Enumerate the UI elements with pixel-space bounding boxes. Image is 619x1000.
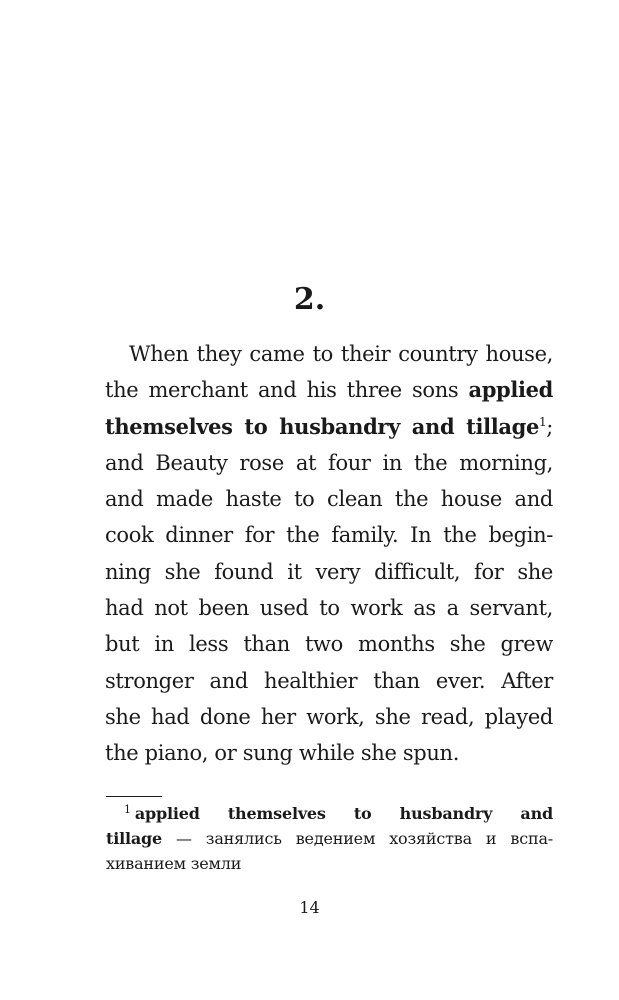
- footnote-line: [106, 826, 553, 851]
- text-segment: the merchant and his three sons: [105, 378, 469, 403]
- footnote-line: хиванием земли: [106, 854, 242, 873]
- footnote-marker: 1: [124, 802, 131, 816]
- text-line: [105, 409, 553, 445]
- bold-term: applied: [468, 377, 553, 403]
- footnote-translation: — занялись ведением хозяйства и вспа-: [161, 829, 553, 848]
- footnote: [106, 801, 553, 876]
- body-paragraph: [105, 336, 553, 772]
- footnote-reference[interactable]: 1: [538, 414, 547, 429]
- text-line: [105, 372, 553, 408]
- text-line: ning she found it very difficult, for she: [105, 559, 553, 584]
- text-line: but in less than two months she grew: [105, 632, 553, 657]
- text-line: the piano, or sung while she spun.: [105, 741, 460, 766]
- text-line: When they came to their country house,: [129, 342, 553, 366]
- footnote-divider: [106, 796, 162, 797]
- chapter-number: 2.: [293, 282, 326, 317]
- footnote-line: [106, 801, 553, 826]
- text-line: had not been used to work as a servant,: [105, 596, 553, 621]
- text-line: stronger and healthier than ever. After: [105, 668, 553, 693]
- text-segment: ;: [546, 414, 553, 439]
- page-number: 14: [299, 898, 320, 917]
- footnote-term: tillage: [106, 829, 162, 848]
- text-line: and made haste to clean the house and: [105, 487, 553, 512]
- text-line: and Beauty rose at four in the morning,: [105, 450, 553, 475]
- footnote-term: applied themselves to husbandry and: [134, 804, 553, 823]
- text-line: she had done her work, she read, played: [105, 704, 553, 729]
- text-line: cook dinner for the family. In the begin-: [105, 523, 553, 548]
- bold-term: themselves to husbandry and tillage: [105, 413, 539, 439]
